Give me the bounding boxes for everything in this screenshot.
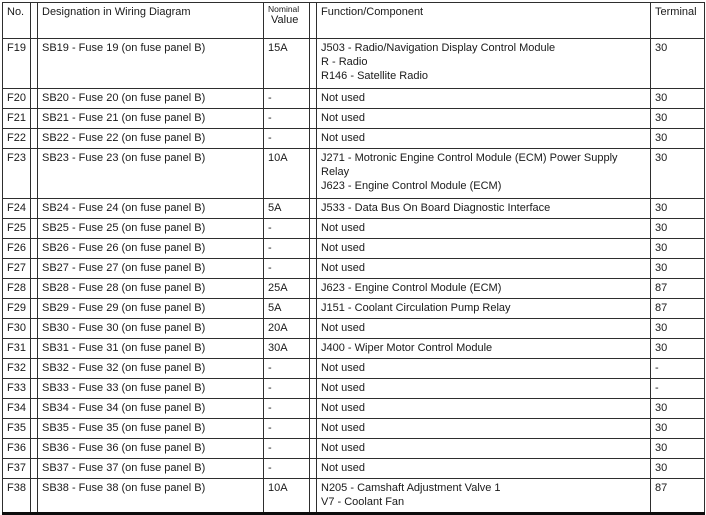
fuse-row [3, 279, 705, 299]
function-component-cell [317, 199, 651, 219]
terminal-cell: 30 [651, 199, 705, 219]
column-separator [31, 299, 38, 319]
terminal-cell: 30 [651, 419, 705, 439]
terminal-cell: 30 [651, 219, 705, 239]
column-separator [31, 439, 38, 459]
function-component-cell [317, 39, 651, 89]
terminal-cell: 30 [651, 259, 705, 279]
column-separator [31, 379, 38, 399]
fuse-number-cell: F26 [3, 239, 31, 259]
fuse-number-cell: F29 [3, 299, 31, 319]
fuse-row [3, 239, 705, 259]
column-separator [31, 279, 38, 299]
function-component-cell [317, 479, 651, 514]
fuse-number-cell: F35 [3, 419, 31, 439]
function-component-cell [317, 299, 651, 319]
terminal-cell: 30 [651, 89, 705, 109]
designation-cell: SB21 - Fuse 21 (on fuse panel B) [38, 109, 264, 129]
function-line: J503 - Radio/Navigation Display Control Module [321, 42, 556, 54]
terminal-cell: - [651, 359, 705, 379]
terminal-cell: 30 [651, 129, 705, 149]
function-line: Not used [321, 322, 366, 334]
fuse-number-cell: F28 [3, 279, 31, 299]
nominal-value-cell: - [264, 399, 310, 419]
fuse-number-cell: F24 [3, 199, 31, 219]
function-line: Not used [321, 402, 366, 414]
column-separator [31, 339, 38, 359]
nominal-value-cell: - [264, 379, 310, 399]
column-separator [31, 459, 38, 479]
fuse-row [3, 339, 705, 359]
fuse-number-cell: F27 [3, 259, 31, 279]
fuse-table-body [3, 39, 705, 514]
function-line: R146 - Satellite Radio [321, 70, 429, 82]
header-row [3, 3, 705, 39]
column-separator [31, 219, 38, 239]
fuse-row [3, 459, 705, 479]
nominal-value-cell: - [264, 459, 310, 479]
designation-cell: SB23 - Fuse 23 (on fuse panel B) [38, 149, 264, 199]
function-line: J623 - Engine Control Module (ECM) [321, 282, 502, 294]
column-separator [310, 379, 317, 399]
function-component-cell [317, 319, 651, 339]
header-nominal-value [264, 3, 310, 39]
column-separator [310, 89, 317, 109]
function-component-cell [317, 359, 651, 379]
column-separator [310, 3, 317, 39]
function-line: Not used [321, 362, 366, 374]
column-separator [31, 3, 38, 39]
column-separator [31, 479, 38, 514]
function-line: Not used [321, 222, 366, 234]
function-line: Not used [321, 242, 366, 254]
column-separator [310, 219, 317, 239]
nominal-value-cell: 5A [264, 299, 310, 319]
designation-cell: SB36 - Fuse 36 (on fuse panel B) [38, 439, 264, 459]
column-separator [310, 279, 317, 299]
function-component-cell [317, 109, 651, 129]
fuse-row [3, 149, 705, 199]
fuse-number-cell: F21 [3, 109, 31, 129]
terminal-cell: 30 [651, 399, 705, 419]
fuse-number-cell: F31 [3, 339, 31, 359]
column-separator [31, 319, 38, 339]
function-line: Not used [321, 112, 366, 124]
fuse-number-cell: F25 [3, 219, 31, 239]
function-component-cell [317, 129, 651, 149]
designation-cell: SB32 - Fuse 32 (on fuse panel B) [38, 359, 264, 379]
function-line: R - Radio [321, 56, 368, 68]
column-separator [31, 419, 38, 439]
designation-cell: SB22 - Fuse 22 (on fuse panel B) [38, 129, 264, 149]
designation-cell: SB25 - Fuse 25 (on fuse panel B) [38, 219, 264, 239]
designation-cell: SB27 - Fuse 27 (on fuse panel B) [38, 259, 264, 279]
column-separator [310, 199, 317, 219]
column-separator [31, 399, 38, 419]
function-line: J623 - Engine Control Module (ECM) [321, 180, 502, 192]
nominal-value-cell: 15A [264, 39, 310, 89]
terminal-cell: 30 [651, 149, 705, 199]
column-separator [310, 439, 317, 459]
function-component-cell [317, 149, 651, 199]
function-component-cell [317, 459, 651, 479]
function-line: Not used [321, 132, 366, 144]
fuse-number-cell: F22 [3, 129, 31, 149]
designation-cell: SB35 - Fuse 35 (on fuse panel B) [38, 419, 264, 439]
designation-cell: SB28 - Fuse 28 (on fuse panel B) [38, 279, 264, 299]
column-separator [310, 419, 317, 439]
function-component-cell [317, 439, 651, 459]
nominal-value-cell: - [264, 219, 310, 239]
function-line: Not used [321, 262, 366, 274]
designation-cell: SB37 - Fuse 37 (on fuse panel B) [38, 459, 264, 479]
nominal-value-cell: 10A [264, 479, 310, 514]
fuse-row [3, 439, 705, 459]
fuse-row [3, 319, 705, 339]
nominal-value-cell: 20A [264, 319, 310, 339]
fuse-number-cell: F36 [3, 439, 31, 459]
fuse-number-cell: F20 [3, 89, 31, 109]
function-component-cell [317, 419, 651, 439]
terminal-cell: 87 [651, 299, 705, 319]
terminal-cell: 30 [651, 239, 705, 259]
nominal-value-cell: - [264, 359, 310, 379]
fuse-number-cell: F32 [3, 359, 31, 379]
designation-cell: SB19 - Fuse 19 (on fuse panel B) [38, 39, 264, 89]
function-line: J533 - Data Bus On Board Diagnostic Interface [321, 202, 551, 214]
column-separator [310, 459, 317, 479]
function-component-cell [317, 339, 651, 359]
column-separator [310, 319, 317, 339]
fuse-number-cell: F19 [3, 39, 31, 89]
fuse-row [3, 199, 705, 219]
column-separator [31, 109, 38, 129]
designation-cell: SB20 - Fuse 20 (on fuse panel B) [38, 89, 264, 109]
fuse-row [3, 379, 705, 399]
column-separator [310, 399, 317, 419]
nominal-value-cell: - [264, 129, 310, 149]
column-separator [31, 89, 38, 109]
column-separator [31, 199, 38, 219]
designation-cell: SB33 - Fuse 33 (on fuse panel B) [38, 379, 264, 399]
fuse-row [3, 479, 705, 514]
column-separator [31, 259, 38, 279]
fuse-number-cell: F34 [3, 399, 31, 419]
nominal-value-cell: - [264, 259, 310, 279]
header-no: No. [3, 3, 31, 39]
nominal-value-cell: - [264, 89, 310, 109]
fuse-assignment-table [2, 2, 705, 515]
fuse-number-cell: F23 [3, 149, 31, 199]
designation-cell: SB31 - Fuse 31 (on fuse panel B) [38, 339, 264, 359]
function-line: Not used [321, 92, 366, 104]
fuse-row [3, 219, 705, 239]
fuse-row [3, 129, 705, 149]
designation-cell: SB29 - Fuse 29 (on fuse panel B) [38, 299, 264, 319]
fuse-row [3, 399, 705, 419]
terminal-cell: - [651, 379, 705, 399]
fuse-row [3, 89, 705, 109]
function-component-cell [317, 89, 651, 109]
function-line: Not used [321, 442, 366, 454]
nominal-value-cell: - [264, 239, 310, 259]
fuse-row [3, 259, 705, 279]
column-separator [310, 259, 317, 279]
designation-cell: SB38 - Fuse 38 (on fuse panel B) [38, 479, 264, 514]
function-component-cell [317, 219, 651, 239]
column-separator [310, 39, 317, 89]
column-separator [31, 239, 38, 259]
header-nominal-line2: Value [271, 14, 299, 26]
designation-cell: SB34 - Fuse 34 (on fuse panel B) [38, 399, 264, 419]
terminal-cell: 30 [651, 339, 705, 359]
function-line: V7 - Coolant Fan [321, 496, 405, 508]
terminal-cell: 30 [651, 439, 705, 459]
terminal-cell: 87 [651, 279, 705, 299]
function-component-cell [317, 259, 651, 279]
function-line: J151 - Coolant Circulation Pump Relay [321, 302, 511, 314]
fuse-number-cell: F33 [3, 379, 31, 399]
function-line: J400 - Wiper Motor Control Module [321, 342, 493, 354]
fuse-row [3, 419, 705, 439]
terminal-cell: 30 [651, 39, 705, 89]
header-function: Function/Component [317, 3, 651, 39]
column-separator [310, 239, 317, 259]
fuse-number-cell: F37 [3, 459, 31, 479]
function-component-cell [317, 239, 651, 259]
function-component-cell [317, 399, 651, 419]
nominal-value-cell: 10A [264, 149, 310, 199]
column-separator [31, 39, 38, 89]
header-nominal-line1: Nominal [268, 4, 300, 14]
terminal-cell: 30 [651, 109, 705, 129]
fuse-row [3, 39, 705, 89]
function-line: J271 - Motronic Engine Control Module (ECM) Power Supply Relay [321, 152, 618, 178]
terminal-cell: 30 [651, 459, 705, 479]
nominal-value-cell: - [264, 419, 310, 439]
function-line: Not used [321, 422, 366, 434]
nominal-value-cell: 5A [264, 199, 310, 219]
fuse-number-cell: F30 [3, 319, 31, 339]
column-separator [31, 149, 38, 199]
column-separator [310, 149, 317, 199]
column-separator [310, 299, 317, 319]
function-line: Not used [321, 462, 366, 474]
column-separator [310, 359, 317, 379]
function-component-cell [317, 379, 651, 399]
terminal-cell: 87 [651, 479, 705, 514]
column-separator [310, 109, 317, 129]
nominal-value-cell: - [264, 109, 310, 129]
nominal-value-cell: - [264, 439, 310, 459]
function-component-cell [317, 279, 651, 299]
nominal-value-cell: 30A [264, 339, 310, 359]
fuse-number-cell: F38 [3, 479, 31, 514]
header-designation: Designation in Wiring Diagram [38, 3, 264, 39]
column-separator [310, 479, 317, 514]
function-line: N205 - Camshaft Adjustment Valve 1 [321, 482, 501, 494]
column-separator [31, 359, 38, 379]
column-separator [31, 129, 38, 149]
designation-cell: SB24 - Fuse 24 (on fuse panel B) [38, 199, 264, 219]
designation-cell: SB30 - Fuse 30 (on fuse panel B) [38, 319, 264, 339]
nominal-value-cell: 25A [264, 279, 310, 299]
fuse-row [3, 359, 705, 379]
column-separator [310, 339, 317, 359]
fuse-row [3, 109, 705, 129]
designation-cell: SB26 - Fuse 26 (on fuse panel B) [38, 239, 264, 259]
fuse-row [3, 299, 705, 319]
terminal-cell: 30 [651, 319, 705, 339]
column-separator [310, 129, 317, 149]
function-line: Not used [321, 382, 366, 394]
table-header [3, 3, 705, 39]
header-terminal: Terminal [651, 3, 705, 39]
